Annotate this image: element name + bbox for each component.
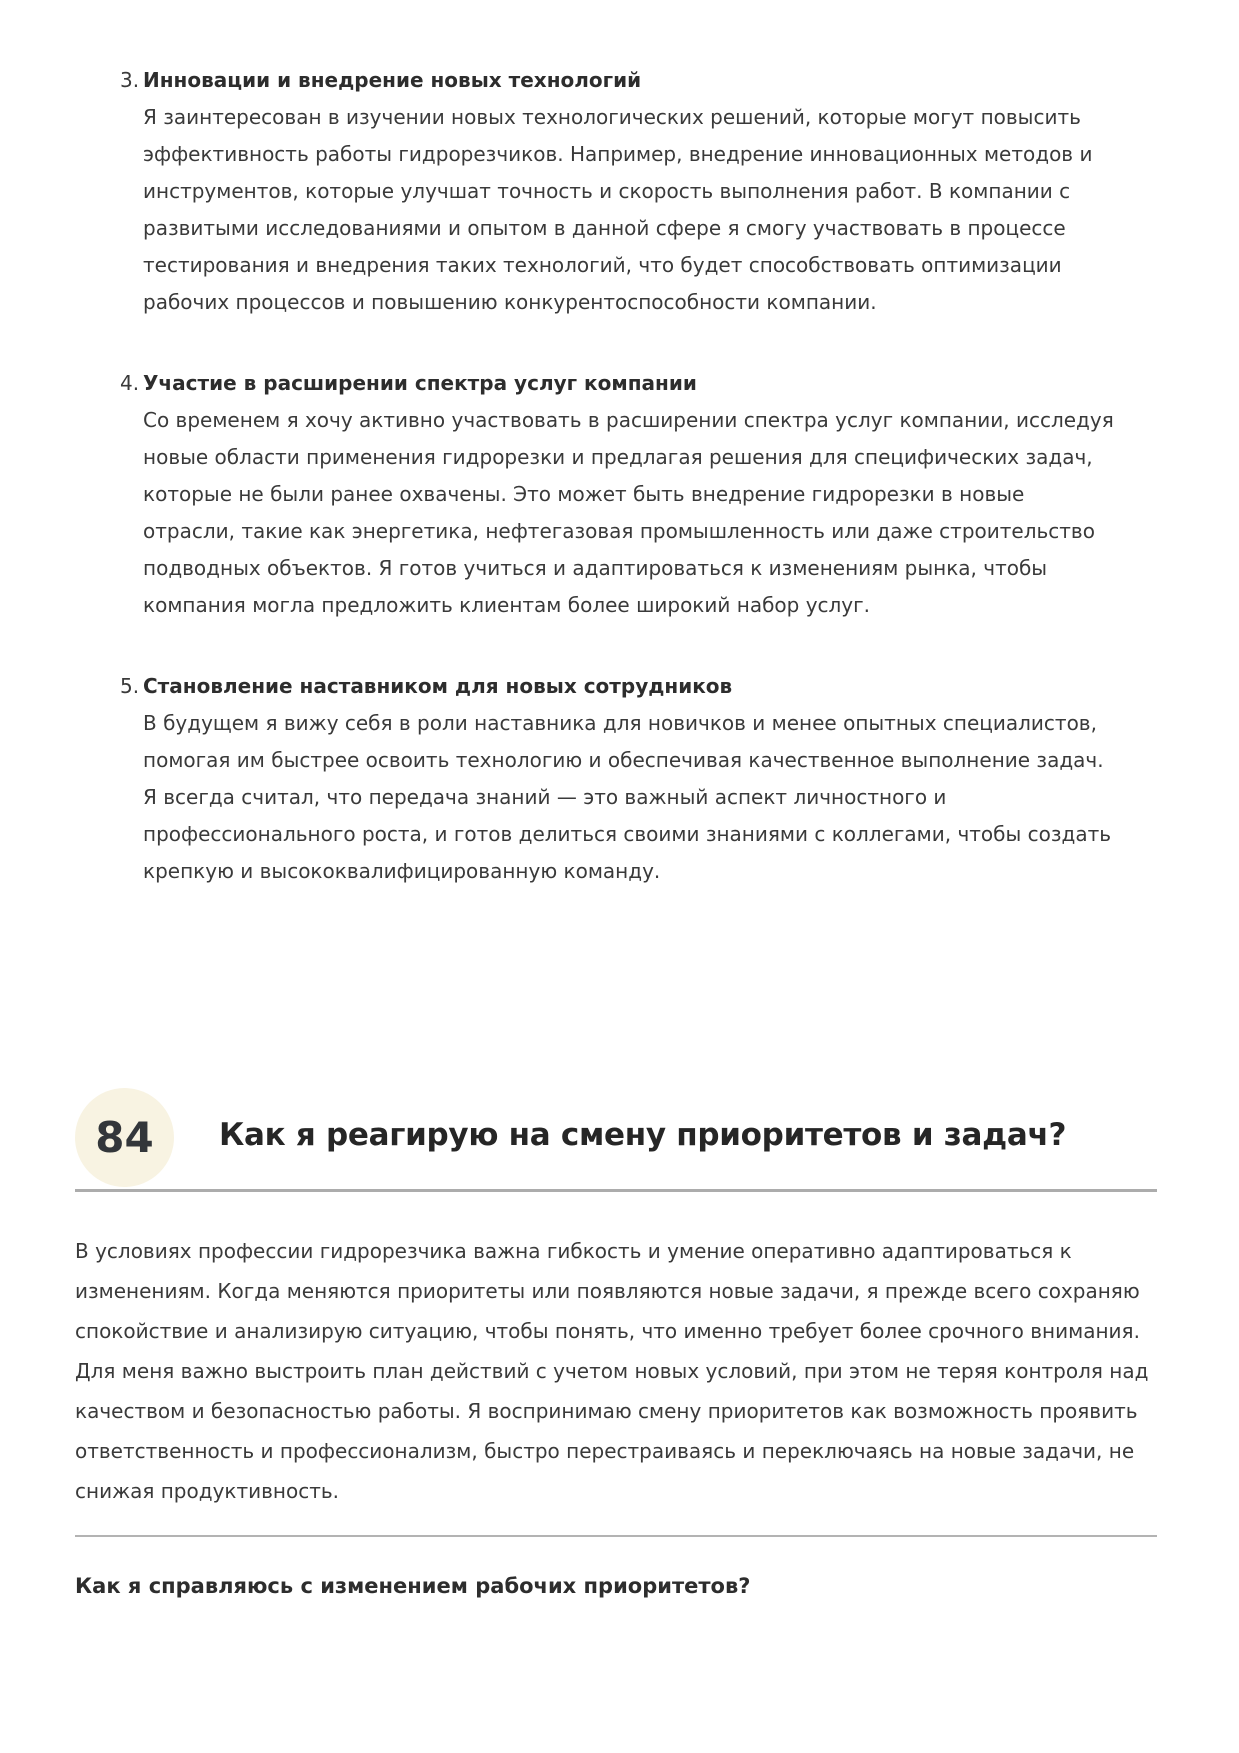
list-item-number: 5. (120, 674, 140, 698)
question-number-badge: 84 (75, 1088, 174, 1187)
answer-intro-paragraph: В условиях профессии гидрорезчика важна гибкость и умение оперативно адаптироваться к изменениям. Когда меняются приоритеты или появляются новые задачи, я прежде всего сохраняю спокойствие и анализирую ситуацию, чтобы понять, что именно требует более срочного внимания. Для меня важно выстроить план действий с учетом новых условий, при этом не теряя контроля над качеством и безопасностью работы. Я воспринимаю смену приоритетов как возможность проявить ответственность и профессионализм, быстро перестраиваясь и переключаясь на новые задачи, не снижая продуктивность. (75, 1239, 1149, 1503)
list-item-number: 3. (120, 68, 140, 92)
divider (75, 1189, 1157, 1192)
question-title: Как я реагирую на смену приоритетов и задач? (219, 1116, 1067, 1153)
list-item-body: Я заинтересован в изучении новых технологических решений, которые могут повысить эффективность работы гидрорезчиков. Например, внедрение инновационных методов и инструментов, которые улучшат точность и скорость выполнения работ. В компании с развитыми исследованиями и опытом в данной сфере я смогу участвовать в процессе тестирования и внедрения таких технологий, что будет способствовать оптимизации рабочих процессов и повышению конкурентоспособности компании. (143, 105, 1093, 314)
list-item-title: Участие в расширении спектра услуг компании (143, 371, 697, 395)
list-item-title: Инновации и внедрение новых технологий (143, 68, 642, 92)
list-item (75, 62, 1120, 321)
career-goals-list (75, 62, 1120, 890)
page-content (75, 62, 1160, 1601)
list-item-body: В будущем я вижу себя в роли наставника для новичков и менее опытных специалистов, помогая им быстрее освоить технологию и обеспечивая качественное выполнение задач. Я всегда считал, что передача знаний — это важный аспект личностного и профессионального роста, и готов делиться своими знаниями с коллегами, чтобы создать крепкую и высококвалифицированную команду. (143, 711, 1112, 883)
question-header (75, 1088, 1160, 1187)
list-item (75, 365, 1120, 624)
list-item (75, 668, 1120, 890)
divider (75, 1535, 1157, 1537)
list-item-body: Со временем я хочу активно участвовать в расширении спектра услуг компании, исследуя новые области применения гидрорезки и предлагая решения для специфических задач, которые не были ранее охвачены. Это может быть внедрение гидрорезки в новые отрасли, такие как энергетика, нефтегазовая промышленность или даже строительство подводных объектов. Я готов учиться и адаптироваться к изменениям рынка, чтобы компания могла предложить клиентам более широкий набор услуг. (143, 408, 1114, 617)
list-item-number: 4. (120, 371, 140, 395)
answer-subheading: Как я справляюсь с изменением рабочих приоритетов? (75, 1574, 751, 1598)
list-item-title: Становление наставником для новых сотрудников (143, 674, 733, 698)
